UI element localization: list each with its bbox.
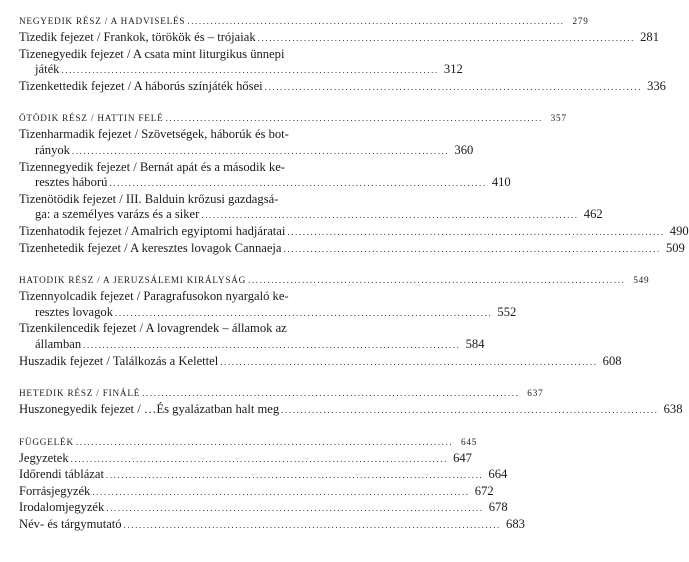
chapter-title-continued: játék (35, 62, 60, 77)
page-number: 637 (527, 388, 544, 399)
toc-entry (19, 517, 525, 534)
chapter-title-continued: resztes lovagok (35, 304, 113, 319)
dot-leader: .................................................................................................. (92, 486, 470, 497)
toc-entry (19, 483, 494, 501)
part-title: HETEDIK RÉSZ / FINÁLÉ (19, 388, 141, 399)
page-number: 584 (465, 336, 485, 351)
dot-leader: .................................................................................................. (142, 388, 520, 399)
page-number: 357 (550, 113, 567, 124)
page-number: 312 (443, 62, 463, 77)
toc-entry (19, 159, 511, 192)
page-number: 672 (474, 483, 494, 498)
dot-leader: .................................................................................................. (105, 470, 484, 481)
dot-leader: .................................................................................................. (201, 210, 579, 221)
page-number: 549 (633, 275, 650, 286)
page-number: 410 (491, 175, 511, 190)
toc-entry (19, 191, 603, 224)
toc-entry (19, 500, 508, 517)
dot-leader: .................................................................................................. (264, 81, 642, 92)
appendix-title: Jegyzetek (19, 450, 69, 465)
appendix-title: Név- és tárgymutató (19, 517, 122, 532)
page-number: 360 (454, 142, 474, 157)
page-number: 608 (602, 353, 622, 368)
chapter-title: Tizedik fejezet / Frankok, törökök és – trójaiak (19, 30, 256, 44)
chapter-title: Tizenhatodik fejezet / Amalrich egyiptomi hadjáratai (19, 223, 286, 238)
part-title: NEGYEDIK RÉSZ / A HADVISELÉS (19, 16, 186, 26)
chapter-title: Huszonegyedik fejezet / …És gyalázatban halt meg (19, 402, 280, 417)
dot-leader: .................................................................................................. (83, 339, 461, 350)
dot-leader: .................................................................................................. (123, 520, 501, 531)
dot-leader: .................................................................................................. (187, 16, 565, 26)
toc-entry (19, 402, 683, 419)
dot-leader: .................................................................................................. (70, 453, 448, 464)
toc-entry (19, 450, 472, 468)
part-title: HATODIK RÉSZ / A JERUZSÁLEMI KIRÁLYSÁG (19, 275, 247, 286)
dot-leader: .................................................................................................. (106, 503, 484, 514)
page-number: 336 (647, 78, 666, 93)
chapter-title: Tizennyolcadik fejezet / Paragrafusokon nyargaló ke- (19, 289, 289, 304)
dot-leader: .................................................................................................. (257, 33, 635, 43)
toc-entry (19, 127, 474, 159)
toc-entry (19, 353, 622, 371)
chapter-title-continued: államban (35, 336, 82, 351)
chapter-title: Tizenötödik fejezet / III. Balduin krőzusi gazdagsá- (19, 191, 279, 206)
appendix-title: Időrendi táblázat (19, 467, 104, 482)
page-number: 638 (663, 402, 683, 417)
dot-leader: .................................................................................................. (109, 178, 487, 189)
part-title: FÜGGELÉK (19, 436, 74, 447)
dot-leader: .................................................................................................. (71, 145, 450, 156)
dot-leader: .................................................................................................. (61, 65, 439, 76)
toc-entry (19, 321, 485, 353)
part-heading (19, 13, 589, 29)
chapter-title: Tizenharmadik fejezet / Szövetségek, háborúk és bot- (19, 127, 289, 142)
dot-leader: .................................................................................................. (248, 275, 626, 286)
part-heading (19, 110, 567, 126)
part-title: ÖTÖDIK RÉSZ / HATTIN FELÉ (19, 113, 164, 124)
chapter-title: Tizenhetedik fejezet / A keresztes lovagok Cannaeja (19, 240, 282, 255)
chapter-title-continued: rányok (35, 142, 70, 157)
dot-leader: .................................................................................................. (75, 436, 454, 447)
toc-entry (19, 223, 689, 241)
part-heading (19, 434, 478, 450)
page-number: 279 (572, 16, 589, 26)
page-number: 645 (461, 436, 478, 447)
page-number: 490 (669, 223, 689, 238)
page-number: 552 (497, 304, 517, 319)
page-number: 647 (453, 450, 472, 465)
chapter-title-continued: resztes háború (35, 175, 108, 190)
page-number: 683 (506, 517, 525, 532)
toc-entry (19, 78, 666, 96)
chapter-title: Tizenkettedik fejezet / A háborús színjáték hősei (19, 78, 263, 93)
appendix-title: Forrásjegyzék (19, 483, 91, 498)
dot-leader: .................................................................................................. (165, 113, 543, 124)
dot-leader: .................................................................................................. (283, 243, 661, 254)
dot-leader: .................................................................................................. (287, 226, 665, 237)
part-heading (19, 272, 650, 288)
page-number: 509 (665, 240, 685, 255)
chapter-title: Tizennegyedik fejezet / Bernát apát és a második ke- (19, 159, 286, 174)
chapter-title: Tizenkilencedik fejezet / A lovagrendek – államok az (19, 321, 287, 336)
page-number: 678 (488, 500, 508, 515)
dot-leader: .................................................................................................. (220, 356, 598, 367)
table-of-contents (19, 13, 689, 534)
toc-entry (19, 46, 463, 79)
toc-entry (19, 289, 517, 321)
toc-entry (19, 30, 659, 47)
toc-entry (19, 467, 508, 484)
chapter-title: Tizenegyedik fejezet / A csata mint liturgikus ünnepi (19, 46, 285, 61)
dot-leader: .................................................................................................. (115, 307, 493, 318)
toc-entry (19, 240, 685, 258)
page-number: 664 (488, 467, 508, 482)
page-number: 462 (583, 207, 603, 222)
chapter-title: Huszadik fejezet / Találkozás a Kelettel (19, 353, 219, 368)
appendix-title: Irodalomjegyzék (19, 500, 105, 515)
dot-leader: .................................................................................................. (281, 405, 659, 416)
part-heading (19, 385, 544, 401)
page-number: 281 (640, 30, 659, 44)
chapter-title-continued: ga: a személyes varázs és a siker (35, 207, 200, 222)
